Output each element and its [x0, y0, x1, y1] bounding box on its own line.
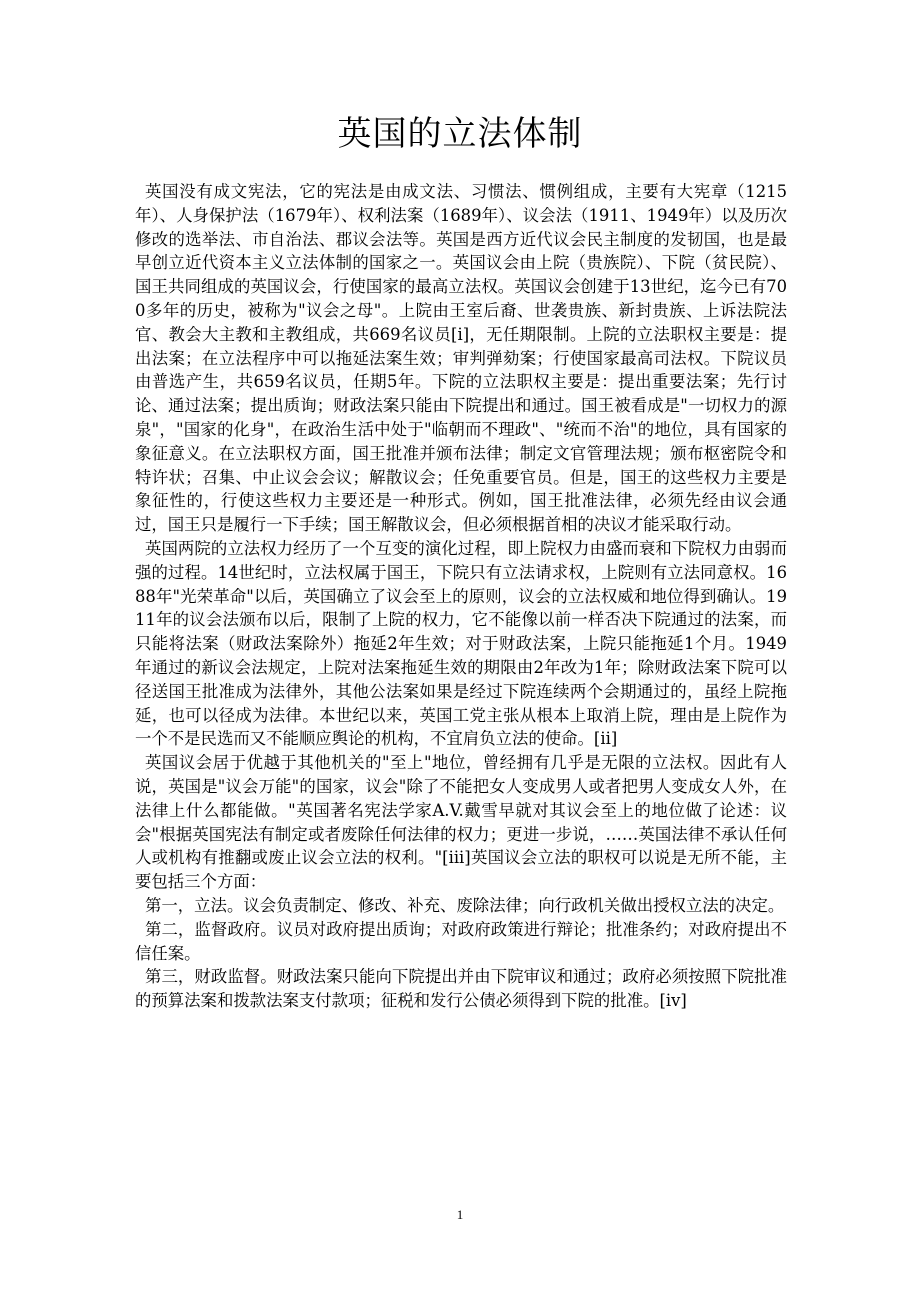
- paragraph-overview: 英国没有成文宪法，它的宪法是由成文法、习惯法、惯例组成，主要有大宪章（1215年）、人身保护法（1679年）、权利法案（1689年）、议会法（1911、1949年）以及历次修改的选举法、市自治法、郡议会法等。英国是西方近代议会民主制度的发韧国，也是最早创立近代资本主义立法体制的国家之一。英国议会由上院（贵族院）、下院（贫民院）、国王共同组成的英国议会，行使国家的最高立法权。英国议会创建于13世纪，迄今已有700多年的历史，被称为"议会之母"。上院由王室后裔、世袭贵族、新封贵族、上诉法院法官、教会大主教和主教组成，共669名议员[i]，无任期限制。上院的立法职权主要是：提出法案；在立法程序中可以拖延法案生效；审判弹劾案；行使国家最高司法权。下院议员由普选产生，共659名议员，任期5年。下院的立法职权主要是：提出重要法案；先行讨论、通过法案；提出质询；财政法案只能由下院提出和通过。国王被看成是"一切权力的源泉"，"国家的化身"，在政治生活中处于"临朝而不理政"、"统而不治"的地位，具有国家的象征意义。在立法职权方面，国王批准并颁布法律；制定文官管理法规；颁布枢密院令和特许状；召集、中止议会会议；解散议会；任免重要官员。但是，国王的这些权力主要是象征性的，行使这些权力主要还是一种形式。例如，国王批准法律，必须先经由议会通过，国王只是履行一下手续；国王解散议会，但必须根据首相的决议才能采取行动。: [135, 182, 787, 535]
- page-number: 1: [456, 1207, 464, 1222]
- body-text: [135, 180, 787, 1013]
- paragraph-oversight: 第二，监督政府。议员对政府提出质询；对政府政策进行辩论；批准条约；对政府提出不信任案。: [135, 919, 787, 963]
- paragraph-legislation: 第一，立法。议会负责制定、修改、补充、废除法律；向行政机关做出授权立法的决定。: [145, 895, 785, 915]
- paragraph-evolution: 英国两院的立法权力经历了一个互变的演化过程，即上院权力由盛而衰和下院权力由弱而强的过程。14世纪时，立法权属于国王，下院只有立法请求权，上院则有立法同意权。1688年"光荣革命"以后，英国确立了议会至上的原则，议会的立法权威和地位得到确认。1911年的议会法颁布以后，限制了上院的权力，它不能像以前一样否决下院通过的法案，而只能将法案（财政法案除外）拖延2年生效；对于财政法案，上院只能拖延1个月。1949年通过的新议会法规定，上院对法案拖延生效的期限由2年改为1年；除财政法案下院可以径送国王批准成为法律外，其他公法案如果是经过下院连续两个会期通过的，虽经上院拖延，也可以径成为法律。本世纪以来，英国工党主张从根本上取消上院，理由是上院作为一个不是民选而又不能顺应舆论的机构，不宜肩负立法的使命。[ii]: [135, 538, 787, 749]
- paragraph-finance: 第三，财政监督。财政法案只能向下院提出并由下院审议和通过；政府必须按照下院批准的预算法案和拨款法案支付款项；征税和发行公债必须得到下院的批准。[iv]: [135, 967, 787, 1011]
- page-title: 英国的立法体制: [337, 114, 583, 154]
- paragraph-supremacy: 英国议会居于优越于其他机关的"至上"地位，曾经拥有几乎是无限的立法权。因此有人说，英国是"议会万能"的国家，议会"除了不能把女人变成男人或者把男人变成女人外，在法律上什么都能做。"英国著名宪法学家A.V.戴雪早就对其议会至上的地位做了论述：议会"根据英国宪法有制定或者废除任何法律的权力；更进一步说，……英国法律不承认任何人或机构有推翻或废止议会立法的权利。"[iii]英国议会立法的职权可以说是无所不能，主要包括三个方面：: [135, 753, 787, 892]
